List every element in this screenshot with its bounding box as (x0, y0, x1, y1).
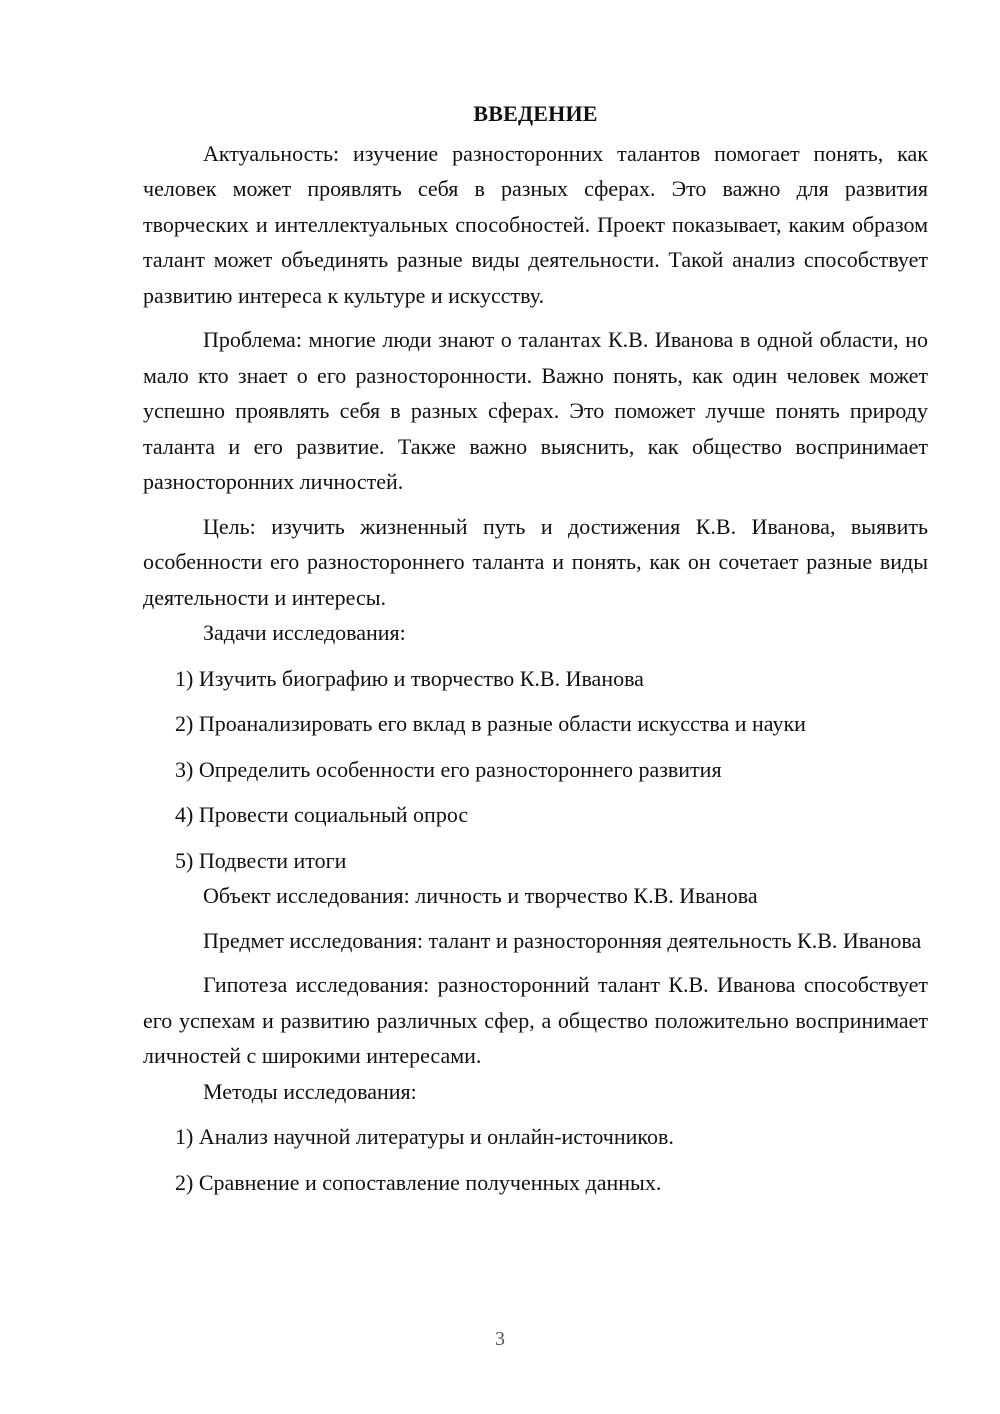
tasks-heading: Задачи исследования: (203, 620, 406, 645)
hypothesis-paragraph: Гипотеза исследования: разносторонний талант К.В. Иванова способствует его успехам и развитию различных сфер, а общество положительно воспринимает личностей с широкими интересами. (143, 972, 928, 1068)
relevance-paragraph: Актуальность: изучение разносторонних талантов помогает понять, как человек может проявлять себя в разных сферах. Это важно для развития творческих и интеллектуальных способностей. Проект показывает, каким образом талант может объединять разные виды деятельности. Такой анализ способствует развитию интереса к культуре и искусству. (143, 140, 928, 308)
section-title: ВВЕДЕНИЕ (473, 101, 598, 126)
page-number: 3 (495, 1328, 505, 1350)
goal-paragraph: Цель: изучить жизненный путь и достижения К.В. Иванова, выявить особенности его разностороннего таланта и понять, как он сочетает разные виды деятельности и интересы. (143, 513, 928, 610)
task-item: 4) Провести социальный опрос (175, 802, 469, 827)
method-item: 2) Сравнение и сопоставление полученных данных. (175, 1169, 662, 1195)
methods-heading: Методы исследования: (203, 1078, 417, 1104)
task-item: 3) Определить особенности его разностороннего развития (175, 756, 722, 782)
task-item: 1) Изучить биографию и творчество К.В. Иванова (175, 665, 644, 691)
task-item: 2) Проанализировать его вклад в разные области искусства и науки (175, 711, 806, 736)
problem-paragraph: Проблема: многие люди знают о талантах К.В. Иванова в одной области, но мало кто знает о его разносторонности. Важно понять, как один человек может успешно проявлять себя в разных сферах. Это поможет лучше понять природу таланта и его развитие. Также важно выяснить, как общество воспринимает разносторонних личностей. (143, 327, 928, 494)
method-item: 1) Анализ научной литературы и онлайн-источников. (175, 1124, 674, 1149)
document-page (143, 96, 928, 1200)
subject-paragraph: Предмет исследования: талант и разносторонняя деятельность К.В. Иванова (203, 927, 922, 953)
object-line: Объект исследования: личность и творчество К.В. Иванова (203, 883, 758, 908)
task-item: 5) Подвести итоги (175, 847, 347, 873)
